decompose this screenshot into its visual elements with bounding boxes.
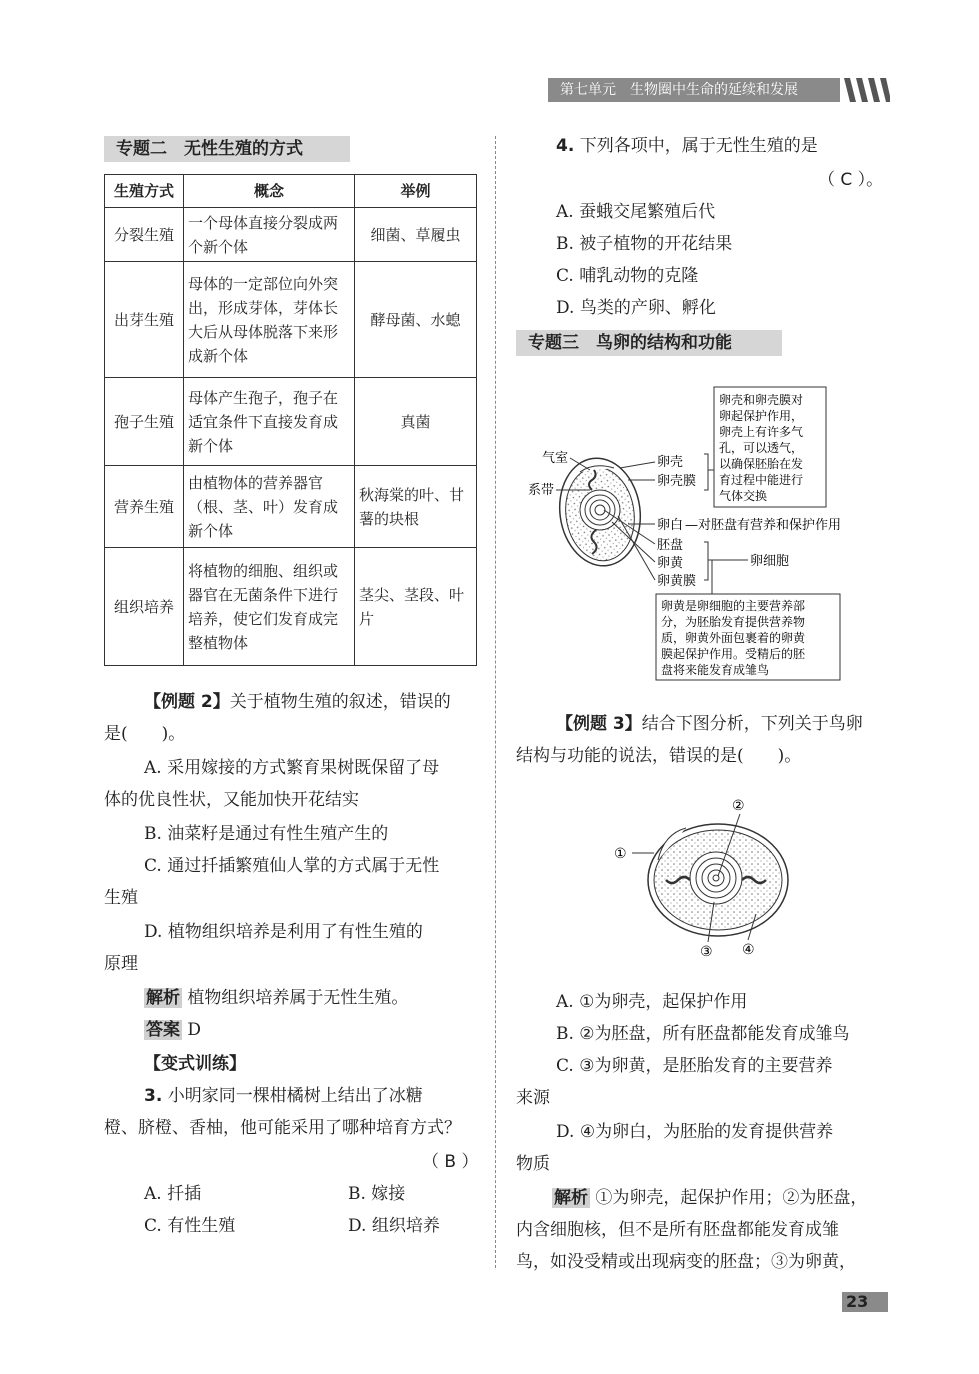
- analysis-tag: 解析: [146, 988, 180, 1008]
- example3-option-c-cont: 来源: [516, 1088, 550, 1108]
- question3-number: 3.: [144, 1086, 163, 1106]
- example2-option-d-cont: 原理: [104, 954, 138, 974]
- box1-line: 孔，可以透气，: [719, 441, 804, 455]
- table-row: [105, 466, 477, 548]
- box1-line: 卵壳上有许多气: [719, 425, 804, 439]
- example3-option-c: C. ③为卵黄，是胚胎发育的主要营养: [556, 1056, 833, 1076]
- label-air-cell: 气室: [542, 451, 569, 466]
- example2-option-c: C. 通过扦插繁殖仙人掌的方式属于无性: [144, 856, 440, 876]
- example2-label: 【例题 2】: [144, 692, 230, 712]
- box2-line: 膜起保护作用。受精后的胚: [661, 647, 806, 661]
- question4-option-c: C. 哺乳动物的克隆: [556, 266, 699, 286]
- table-row: [105, 208, 477, 262]
- answer-tag: 答案: [146, 1020, 180, 1040]
- example2-analysis: [144, 982, 408, 1014]
- table-row: [105, 378, 477, 466]
- table-cell: 细菌、草履虫: [355, 208, 477, 262]
- example3-option-d-cont: 物质: [516, 1154, 550, 1174]
- example2-option-c-cont: 生殖: [104, 888, 138, 908]
- example2-stem2: 是( )。: [104, 724, 186, 744]
- reproduction-table: [104, 174, 477, 666]
- egg-structure-diagram: [520, 384, 860, 684]
- table-cell: 出芽生殖: [105, 262, 184, 378]
- box1-line: 卵起保护作用，: [719, 409, 804, 423]
- example2-option-b: B. 油菜籽是通过有性生殖产生的: [144, 824, 389, 844]
- table-cell: 母体产生孢子，孢子在适宜条件下直接发育成新个体: [184, 378, 355, 466]
- box1-line: 育过程中能进行: [719, 473, 804, 487]
- variant-label: 【变式训练】: [144, 1054, 246, 1074]
- question3-option-b: B. 嫁接: [348, 1184, 406, 1204]
- example2-option-a-cont: 体的优良性状，又能加快开花结实: [104, 790, 359, 810]
- box2-line: 质，卵黄外面包裹着的卵黄: [661, 631, 806, 645]
- question4-text: 下列各项中，属于无性生殖的是: [579, 136, 818, 156]
- question3-line1: [144, 1080, 423, 1112]
- page-number-badge: [842, 1292, 888, 1312]
- example3-option-b: B. ②为胚盘，所有胚盘都能发育成雏鸟: [556, 1024, 850, 1044]
- table-cell: 真菌: [355, 378, 477, 466]
- example3-analysis-line2: 内含细胞核，但不是所有胚盘都能发育成雏: [516, 1220, 839, 1240]
- egg-numbered-diagram: [606, 790, 806, 966]
- example2-line1: [144, 686, 451, 718]
- answer-text: D: [187, 1020, 202, 1040]
- example3-option-d: D. ④为卵白，为胚胎的发育提供营养: [556, 1122, 834, 1142]
- table-header: 举例: [355, 175, 477, 208]
- table-cell: 由植物体的营养器官（根、茎、叶）发育成新个体: [184, 466, 355, 548]
- table-cell: 秋海棠的叶、甘薯的块根: [355, 466, 477, 548]
- example3-analysis-line1: [552, 1182, 867, 1214]
- example3-option-a: A. ①为卵壳，起保护作用: [556, 992, 748, 1012]
- table-cell: 酵母菌、水螅: [355, 262, 477, 378]
- analysis-tag: 解析: [554, 1188, 588, 1208]
- label-shell-membrane: 卵壳膜: [657, 474, 697, 489]
- table-cell: 营养生殖: [105, 466, 184, 548]
- question3-line2: 橙、脐橙、香柚，他可能采用了哪种培育方式？: [104, 1118, 461, 1138]
- marker-1: ①: [614, 846, 627, 862]
- box1-line: 卵壳和卵壳膜对: [719, 393, 804, 407]
- marker-3: ③: [700, 944, 713, 960]
- table-header: 概念: [184, 175, 355, 208]
- example3-analysis-line3: 鸟，如没受精或出现病变的胚盘；③为卵黄，: [516, 1252, 856, 1272]
- example3-stem2: 结构与功能的说法，错误的是( )。: [516, 746, 802, 766]
- marker-2: ②: [732, 798, 745, 814]
- analysis-text: ①为卵壳，起保护作用；②为胚盘，: [595, 1188, 868, 1208]
- page-number: 23: [846, 1292, 869, 1311]
- label-egg-cell: 卵细胞: [750, 554, 790, 569]
- table-header: 生殖方式: [105, 175, 184, 208]
- analysis-text: 植物组织培养属于无性生殖。: [187, 988, 409, 1008]
- question3-option-d: D. 组织培养: [348, 1216, 440, 1236]
- example2-answer: [144, 1014, 201, 1046]
- label-yolk: 卵黄: [657, 556, 684, 571]
- table-row: [105, 548, 477, 666]
- box2-line: 卵黄是卵细胞的主要营养部: [661, 599, 806, 613]
- header-bar: [548, 78, 840, 102]
- table-cell: 分裂生殖: [105, 208, 184, 262]
- label-chalaza: 系带: [528, 483, 555, 498]
- example3-line1: [556, 708, 863, 740]
- box2-line: 盘将来能发育成雏鸟: [661, 663, 770, 677]
- box1-line: 气体交换: [719, 489, 768, 503]
- example2-option-d: D. 植物组织培养是利用了有性生殖的: [144, 922, 423, 942]
- topic2-title: 专题二 无性生殖的方式: [104, 136, 350, 162]
- label-albumen-function: —对胚盘有营养和保护作用: [685, 518, 842, 533]
- egg-yolk: [690, 852, 742, 904]
- question3-answer: （ B ）: [422, 1152, 479, 1172]
- example3-label: 【例题 3】: [556, 714, 642, 734]
- column-divider: [495, 136, 496, 1268]
- example2-option-a: A. 采用嫁接的方式繁育果树既保留了母: [144, 758, 440, 778]
- header-stripes: [842, 78, 890, 102]
- example2-stem: 关于植物生殖的叙述，错误的: [229, 692, 451, 712]
- question4-option-a: A. 蚕蛾交尾繁殖后代: [556, 202, 716, 222]
- question4-option-b: B. 被子植物的开花结果: [556, 234, 733, 254]
- table-row: [105, 262, 477, 378]
- label-albumen: 卵白: [657, 518, 684, 533]
- question4-number: 4.: [556, 136, 575, 156]
- question3-option-a: A. 扦插: [144, 1184, 202, 1204]
- question3-option-c: C. 有性生殖: [144, 1216, 236, 1236]
- example3-stem: 结合下图分析，下列关于鸟卵: [641, 714, 863, 734]
- table-cell: 组织培养: [105, 548, 184, 666]
- label-yolk-membrane: 卵黄膜: [657, 574, 697, 589]
- topic3-title: 专题三 鸟卵的结构和功能: [516, 330, 782, 356]
- table-cell: 茎尖、茎段、叶片: [355, 548, 477, 666]
- question4-answer: （ C ）。: [818, 170, 884, 190]
- label-germinal-disc: 胚盘: [657, 538, 684, 553]
- table-cell: 一个母体直接分裂成两个新个体: [184, 208, 355, 262]
- table-header-row: [105, 175, 477, 208]
- question4-stem: [556, 130, 818, 162]
- box2-line: 分，为胚胎发育提供营养物: [661, 615, 806, 629]
- table-cell: 将植物的细胞、组织或器官在无菌条件下进行培养，使它们发育成完整植物体: [184, 548, 355, 666]
- question3-stem: 小明家同一棵柑橘树上结出了冰糖: [167, 1086, 423, 1106]
- table-cell: 母体的一定部位向外突出，形成芽体，芽体长大后从母体脱落下来形成新个体: [184, 262, 355, 378]
- question4-option-d: D. 鸟类的产卵、孵化: [556, 298, 716, 318]
- box1-line: 以确保胚胎在发: [719, 457, 804, 471]
- table-cell: 孢子生殖: [105, 378, 184, 466]
- label-shell: 卵壳: [657, 455, 684, 470]
- marker-4: ④: [742, 942, 755, 958]
- header-title: 第七单元 生物圈中生命的延续和发展: [560, 82, 798, 98]
